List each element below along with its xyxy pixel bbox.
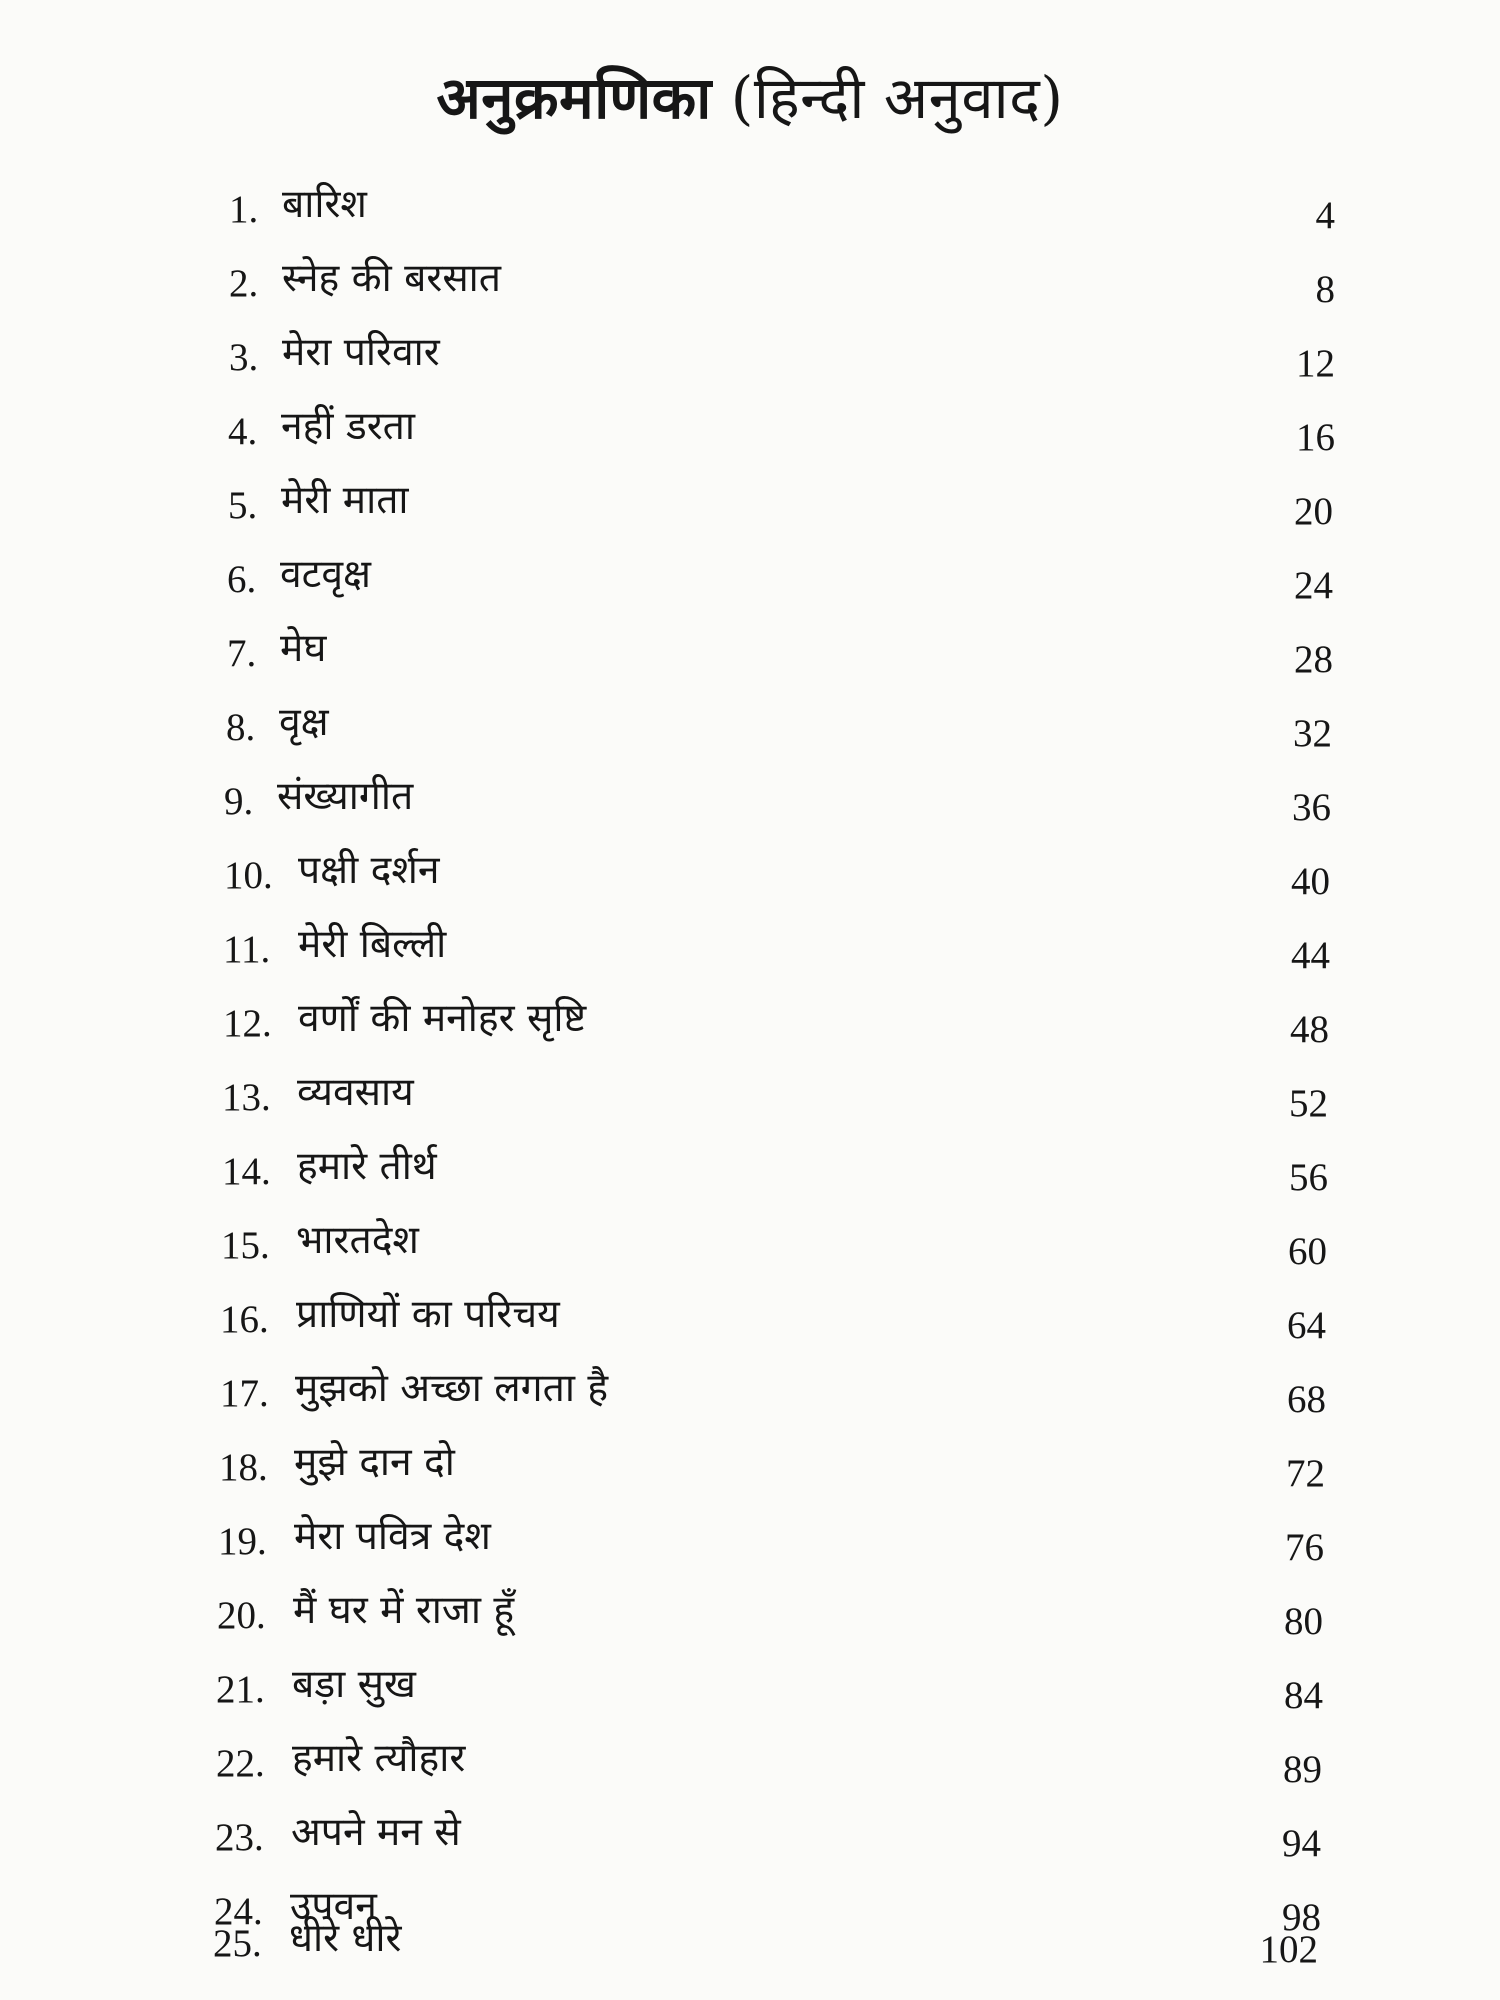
toc-entry: [0, 1284, 1500, 1358]
toc-entry: [0, 174, 1500, 248]
toc-entry: [0, 988, 1500, 1062]
entry-number: 25.: [213, 1922, 262, 1965]
entry-page-number: 84: [1284, 1674, 1323, 1717]
toc-entry: [0, 1358, 1500, 1432]
toc-entry: [0, 470, 1500, 544]
entry-number: 15.: [221, 1224, 270, 1267]
entry-title: हमारे तीर्थ: [297, 1144, 437, 1189]
entry-page-number: 72: [1286, 1452, 1325, 1495]
entry-number: 18.: [219, 1446, 268, 1489]
entry-title: अपने मन से: [291, 1810, 461, 1855]
entry-title: उपवन: [290, 1884, 377, 1929]
entry-page-number: 16: [1296, 416, 1335, 459]
entry-page-number: 8: [1315, 268, 1335, 311]
entry-title: मेरा पवित्र देश: [294, 1514, 491, 1559]
entry-page-number: 60: [1288, 1230, 1327, 1273]
toc-entry: [0, 322, 1500, 396]
toc-entry: [0, 692, 1500, 766]
entry-title: वर्णों की मनोहर सृष्टि: [298, 996, 587, 1041]
page-title-main: अनुक्रमणिका: [436, 64, 712, 132]
entry-title: मेरी बिल्ली: [298, 922, 447, 967]
toc-entry: [0, 248, 1500, 322]
toc-entry: [0, 1506, 1500, 1580]
entry-title: नहीं डरता: [281, 404, 415, 449]
entry-page-number: 56: [1289, 1156, 1328, 1199]
entry-number: 3.: [229, 336, 259, 379]
toc-entry: [0, 1136, 1500, 1210]
entry-page-number: 89: [1283, 1748, 1322, 1791]
entry-number: 7.: [227, 632, 257, 675]
entry-number: 16.: [220, 1298, 269, 1341]
entry-title: व्यवसाय: [297, 1070, 414, 1115]
entry-page-number: 98: [1282, 1896, 1321, 1939]
entry-number: 4.: [228, 410, 258, 453]
toc-entry: [0, 1210, 1500, 1284]
entry-number: 9.: [224, 780, 254, 823]
entry-title: मुझको अच्छा लगता है: [295, 1366, 609, 1411]
toc-entry: [0, 1654, 1500, 1728]
entry-page-number: 64: [1287, 1304, 1326, 1347]
entry-title: संख्यागीत: [277, 774, 414, 819]
toc-entry: [0, 766, 1500, 840]
entry-title: धीरे धीरे: [289, 1916, 402, 1961]
entry-title: प्राणियों का परिचय: [296, 1292, 560, 1337]
entry-number: 13.: [222, 1076, 271, 1119]
entry-page-number: 44: [1291, 934, 1330, 977]
entry-page-number: 52: [1289, 1082, 1328, 1125]
entry-title: पक्षी दर्शन: [298, 848, 440, 893]
entry-page-number: 68: [1287, 1378, 1326, 1421]
entry-number: 20.: [217, 1594, 266, 1637]
entry-number: 2.: [229, 262, 259, 305]
entry-title: स्नेह की बरसात: [282, 256, 502, 301]
entry-title: वटवृक्ष: [280, 552, 371, 597]
entry-title: वृक्ष: [279, 700, 329, 745]
toc-entry: [0, 1908, 1500, 1982]
entry-page-number: 40: [1291, 860, 1330, 903]
entry-page-number: 48: [1290, 1008, 1329, 1051]
entry-page-number: 102: [1259, 1928, 1318, 1971]
toc-entry: [0, 1728, 1500, 1802]
entry-number: 12.: [223, 1002, 272, 1045]
entry-page-number: 32: [1293, 712, 1332, 755]
toc-entry: [0, 544, 1500, 618]
entry-title: मेरा परिवार: [282, 330, 440, 375]
toc-entry: [0, 396, 1500, 470]
entry-page-number: 4: [1315, 194, 1335, 237]
entry-number: 21.: [216, 1668, 265, 1711]
entry-page-number: 80: [1284, 1600, 1323, 1643]
entry-title: मैं घर में राजा हूँ: [293, 1588, 515, 1633]
toc-entry: [0, 914, 1500, 988]
entry-number: 22.: [216, 1742, 265, 1785]
entry-number: 6.: [227, 558, 257, 601]
entry-title: बड़ा सुख: [292, 1662, 416, 1707]
entry-title: मेघ: [280, 626, 327, 671]
entry-title: हमारे त्यौहार: [292, 1736, 466, 1781]
entry-page-number: 12: [1296, 342, 1335, 385]
toc-entry: [0, 1580, 1500, 1654]
toc-entry: [0, 1062, 1500, 1136]
entry-page-number: 28: [1294, 638, 1333, 681]
entry-title: मुझे दान दो: [294, 1440, 455, 1485]
entry-number: 11.: [223, 928, 271, 971]
entry-title: मेरी माता: [281, 478, 409, 523]
entry-page-number: 20: [1294, 490, 1333, 533]
entry-number: 5.: [228, 484, 258, 527]
page-title-subtitle: (हिन्दी अनुवाद): [730, 64, 1064, 132]
entry-number: 8.: [226, 706, 256, 749]
entry-title: भारतदेश: [296, 1218, 419, 1263]
entry-page-number: 94: [1282, 1822, 1321, 1865]
entry-page-number: 76: [1285, 1526, 1324, 1569]
entry-number: 24.: [214, 1890, 263, 1933]
entry-number: 14.: [222, 1150, 271, 1193]
entry-page-number: 24: [1294, 564, 1333, 607]
toc-entry: [0, 1432, 1500, 1506]
entry-number: 1.: [229, 188, 259, 231]
toc-entry: [0, 618, 1500, 692]
entry-number: 10.: [224, 854, 273, 897]
entry-page-number: 36: [1292, 786, 1331, 829]
entry-title: बारिश: [282, 182, 367, 227]
entry-number: 23.: [215, 1816, 264, 1859]
entry-number: 19.: [218, 1520, 267, 1563]
toc-entry: [0, 1802, 1500, 1876]
entry-number: 17.: [220, 1372, 269, 1415]
toc-entry: [0, 840, 1500, 914]
